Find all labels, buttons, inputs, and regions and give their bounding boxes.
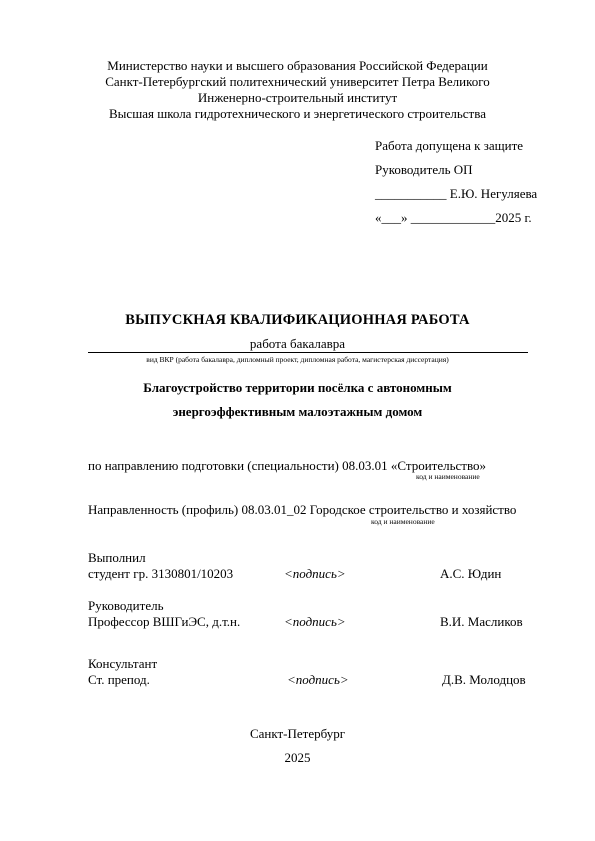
approval-line-4: «___» _____________2025 г. xyxy=(375,210,532,225)
approval-line-1: Работа допущена к защите xyxy=(375,138,524,153)
signature-placeholder-performer: <подпись> xyxy=(284,566,346,581)
signature-position-performer: студент гр. 3130801/10203 xyxy=(88,566,234,581)
work-type-value: работа бакалавра xyxy=(249,336,346,351)
signature-role-consultant: Консультант xyxy=(88,656,158,671)
signature-role-supervisor: Руководитель xyxy=(88,598,164,613)
signature-placeholder-supervisor: <подпись> xyxy=(284,614,346,629)
approval-line-2: Руководитель ОП xyxy=(375,162,473,177)
topic-line-2: энергоэффективным малоэтажным домом xyxy=(172,404,423,419)
topic-line-1: Благоустройство территории посёлка с автономным xyxy=(143,380,452,395)
profile-text: Направленность (профиль) 08.03.01_02 Городское строительство и хозяйство xyxy=(88,502,517,517)
footer-city: Санкт-Петербург xyxy=(249,726,346,741)
signature-name-performer: А.С. Юдин xyxy=(440,566,502,581)
signature-role-performer: Выполнил xyxy=(88,550,146,565)
university-line: Санкт-Петербургский политехнический университет Петра Великого xyxy=(105,74,490,89)
work-type-caption: вид ВКР (работа бакалавра, дипломный проект, дипломная работа, магистерская диссертация) xyxy=(146,355,449,364)
signature-position-consultant: Ст. препод. xyxy=(88,672,150,687)
document-title: ВЫПУСКНАЯ КВАЛИФИКАЦИОННАЯ РАБОТА xyxy=(125,312,470,328)
profile-caption: код и наименование xyxy=(371,517,435,526)
direction-text: по направлению подготовки (специальности) 08.03.01 «Строительство» xyxy=(88,458,487,473)
footer-year: 2025 xyxy=(284,750,311,765)
signature-name-consultant: Д.В. Молодцов xyxy=(442,672,526,687)
school-line: Высшая школа гидротехнического и энергетического строительства xyxy=(109,106,486,121)
ministry-line: Министерство науки и высшего образования Российской Федерации xyxy=(107,58,488,73)
signature-position-supervisor: Профессор ВШГиЭС, д.т.н. xyxy=(88,614,241,629)
institute-line: Инженерно-строительный институт xyxy=(197,90,398,105)
work-type-rule xyxy=(88,352,528,353)
direction-caption: код и наименование xyxy=(416,472,480,481)
signature-name-supervisor: В.И. Масликов xyxy=(440,614,523,629)
approval-line-3: ___________ Е.Ю. Негуляева xyxy=(375,186,538,201)
signature-placeholder-consultant: <подпись> xyxy=(287,672,349,687)
